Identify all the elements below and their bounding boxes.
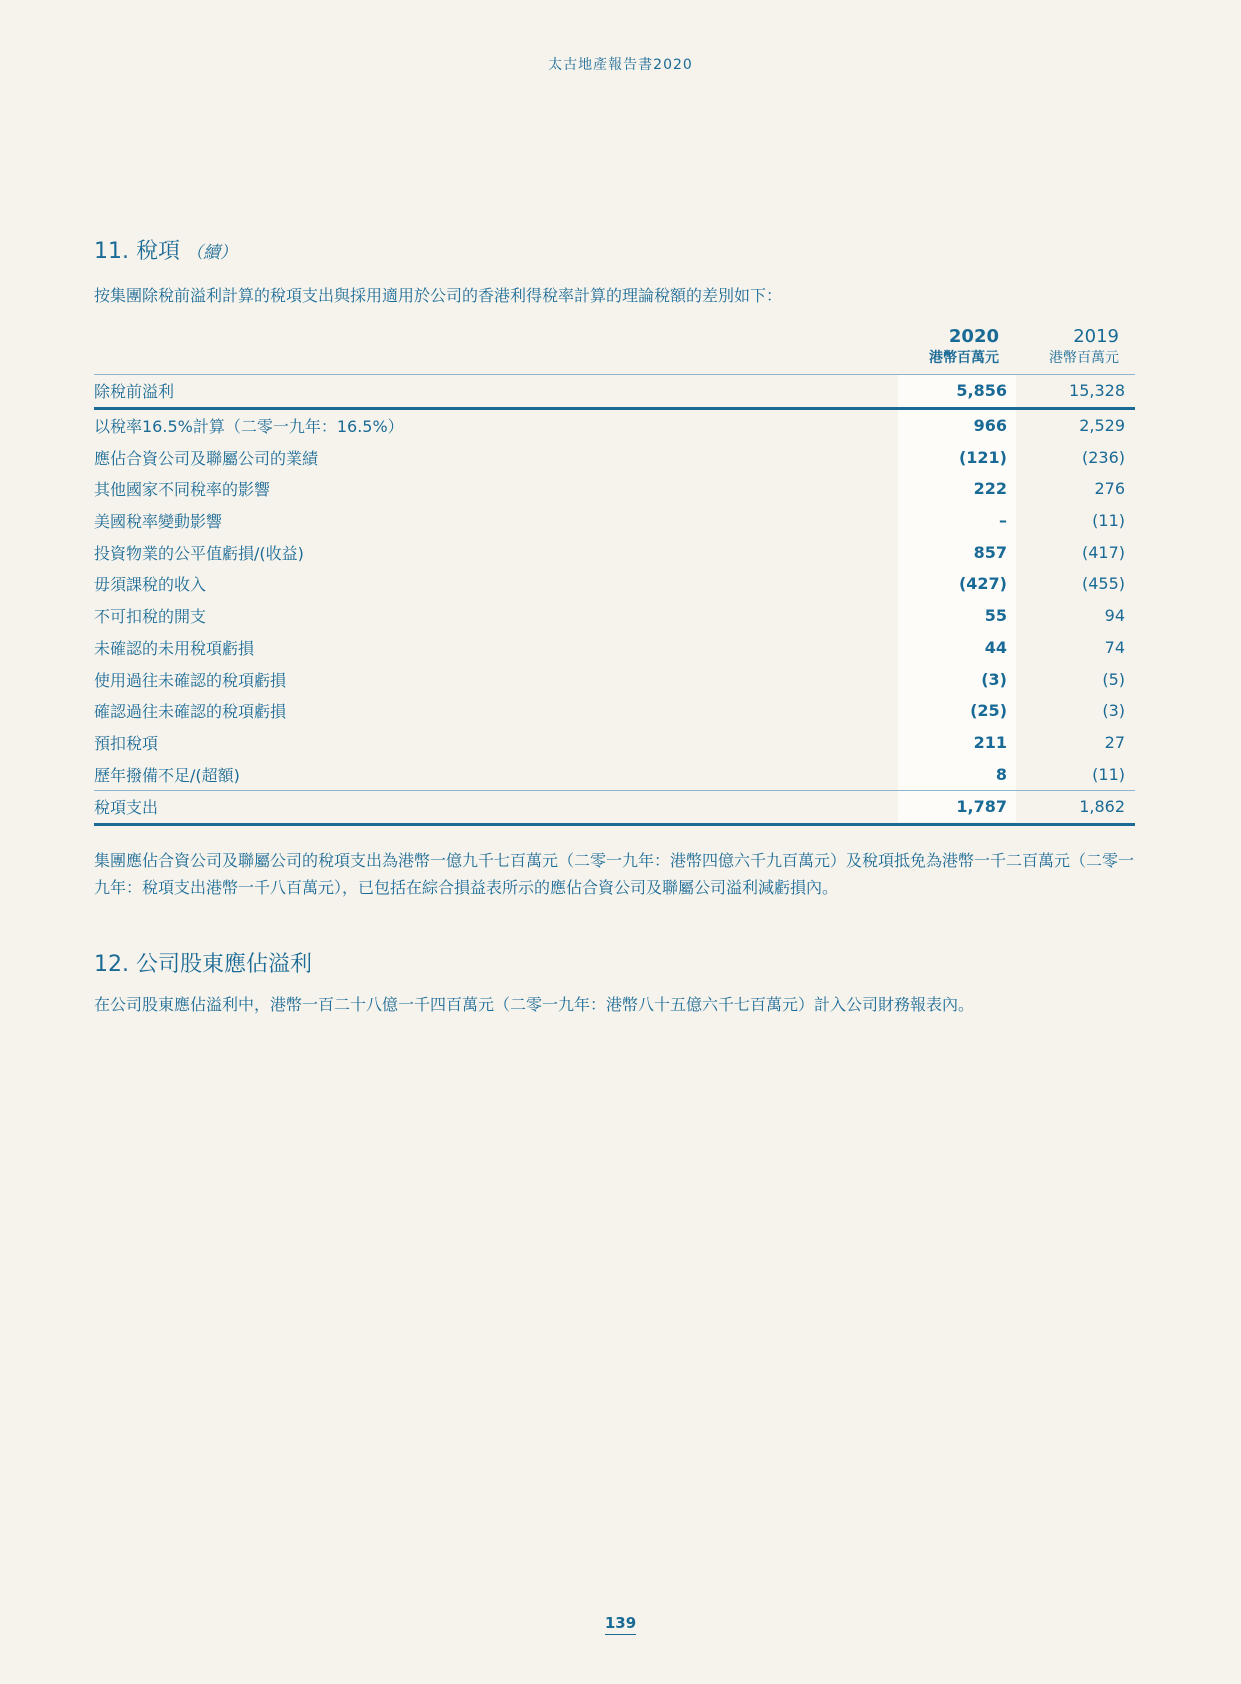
- row-label: 其他國家不同稅率的影響: [94, 480, 271, 500]
- value-2019: 276: [1094, 479, 1125, 499]
- table-row: [94, 663, 1135, 695]
- column-2019-header: [1049, 326, 1119, 368]
- row-label: 除稅前溢利: [94, 375, 899, 409]
- row-label: 稅項支出: [94, 790, 899, 824]
- value-2020: (3): [981, 669, 1007, 689]
- table-row: [94, 695, 1135, 727]
- table-row: [94, 408, 1135, 441]
- row-label: 歷年撥備不足/(超額): [94, 765, 240, 785]
- value-2020: 5,856: [899, 375, 1017, 409]
- row-label: 毋須課稅的收入: [94, 575, 207, 595]
- table-row: [94, 758, 1135, 790]
- column-2019-year: 2019: [1073, 326, 1119, 347]
- column-2020-unit: 港幣百萬元: [929, 350, 999, 366]
- value-2020: 1,787: [899, 790, 1017, 824]
- row-label: 確認過往未確認的稅項虧損: [94, 702, 287, 722]
- table-row: [94, 727, 1135, 759]
- value-2019: (11): [1092, 764, 1125, 784]
- section-12-text: 在公司股東應佔溢利中，港幣一百二十八億一千四百萬元（二零一九年：港幣八十五億六千七百萬元）計入公司財務報表內。: [94, 995, 975, 1014]
- value-2020: (121): [958, 447, 1007, 467]
- value-2020: (427): [958, 574, 1007, 594]
- report-header: 太古地產報告書2020: [548, 57, 693, 73]
- row-label: 投資物業的公平值虧損/(收益): [94, 543, 304, 563]
- value-2020: 44: [984, 637, 1007, 657]
- value-2019: (455): [1081, 574, 1125, 594]
- value-2019: (11): [1092, 511, 1125, 531]
- row-label: 不可扣稅的開支: [94, 607, 207, 627]
- row-label: 未確認的未用稅項虧損: [94, 638, 255, 658]
- section-11-title: [94, 234, 237, 265]
- section-11-intro: 按集團除稅前溢利計算的稅項支出與採用適用於公司的香港利得稅率計算的理論稅額的差別如下：: [94, 286, 783, 305]
- column-2020-year: 2020: [948, 326, 999, 347]
- row-label: 使用過往未確認的稅項虧損: [94, 670, 287, 690]
- table-row: [94, 375, 1135, 409]
- table-row: [94, 441, 1135, 473]
- value-2019: (5): [1102, 669, 1125, 689]
- table-row: [94, 790, 1135, 824]
- tax-table-body: [94, 374, 1135, 826]
- page-number: [0, 1614, 1241, 1632]
- section-11-heading: 11. 稅項: [94, 239, 180, 264]
- table-row: [94, 536, 1135, 568]
- value-2020: 55: [984, 606, 1007, 626]
- row-label: 應佔合資公司及聯屬公司的業績: [94, 448, 319, 468]
- tax-reconciliation-table: [94, 326, 1135, 826]
- value-2020: 8: [995, 764, 1007, 784]
- column-2019-unit: 港幣百萬元: [1049, 350, 1119, 366]
- table-row: [94, 600, 1135, 632]
- value-2020: (25): [970, 701, 1007, 721]
- value-2019: (236): [1081, 447, 1125, 467]
- row-label: 預扣稅項: [94, 733, 159, 753]
- column-2020-header: [929, 326, 999, 368]
- value-2019: 15,328: [1017, 375, 1135, 409]
- value-2019: 2,529: [1079, 416, 1125, 436]
- section-12-title: 12. 公司股東應佔溢利: [94, 952, 312, 977]
- value-2019: 94: [1104, 606, 1125, 626]
- table-row: [94, 568, 1135, 600]
- continued-note: （續）: [185, 243, 237, 263]
- value-2020: 857: [973, 542, 1007, 562]
- table-row: [94, 473, 1135, 505]
- value-2019: 1,862: [1017, 790, 1135, 824]
- table-row: [94, 505, 1135, 537]
- table-column-headers: [94, 326, 1135, 374]
- value-2019: (417): [1081, 542, 1125, 562]
- value-2020: 211: [973, 732, 1007, 752]
- value-2020: –: [999, 511, 1007, 531]
- value-2020: 222: [973, 479, 1007, 499]
- row-label: 以稅率16.5%計算（二零一九年：16.5%）: [94, 417, 404, 437]
- page-number-value: 139: [605, 1614, 636, 1635]
- row-label: 美國稅率變動影響: [94, 512, 223, 532]
- section-11-footnote: 集團應佔合資公司及聯屬公司的稅項支出為港幣一億九千七百萬元（二零一九年：港幣四億六千九百萬元）及稅項抵免為港幣一千二百萬元（二零一九年：稅項支出港幣一千八百萬元），已包括在綜合損益表所示的應佔合資公司及聯屬公司溢利減虧損內。: [94, 851, 1135, 897]
- value-2020: 966: [973, 416, 1007, 436]
- value-2019: (3): [1102, 701, 1125, 721]
- value-2019: 27: [1104, 732, 1125, 752]
- value-2019: 74: [1104, 637, 1125, 657]
- table-row: [94, 632, 1135, 664]
